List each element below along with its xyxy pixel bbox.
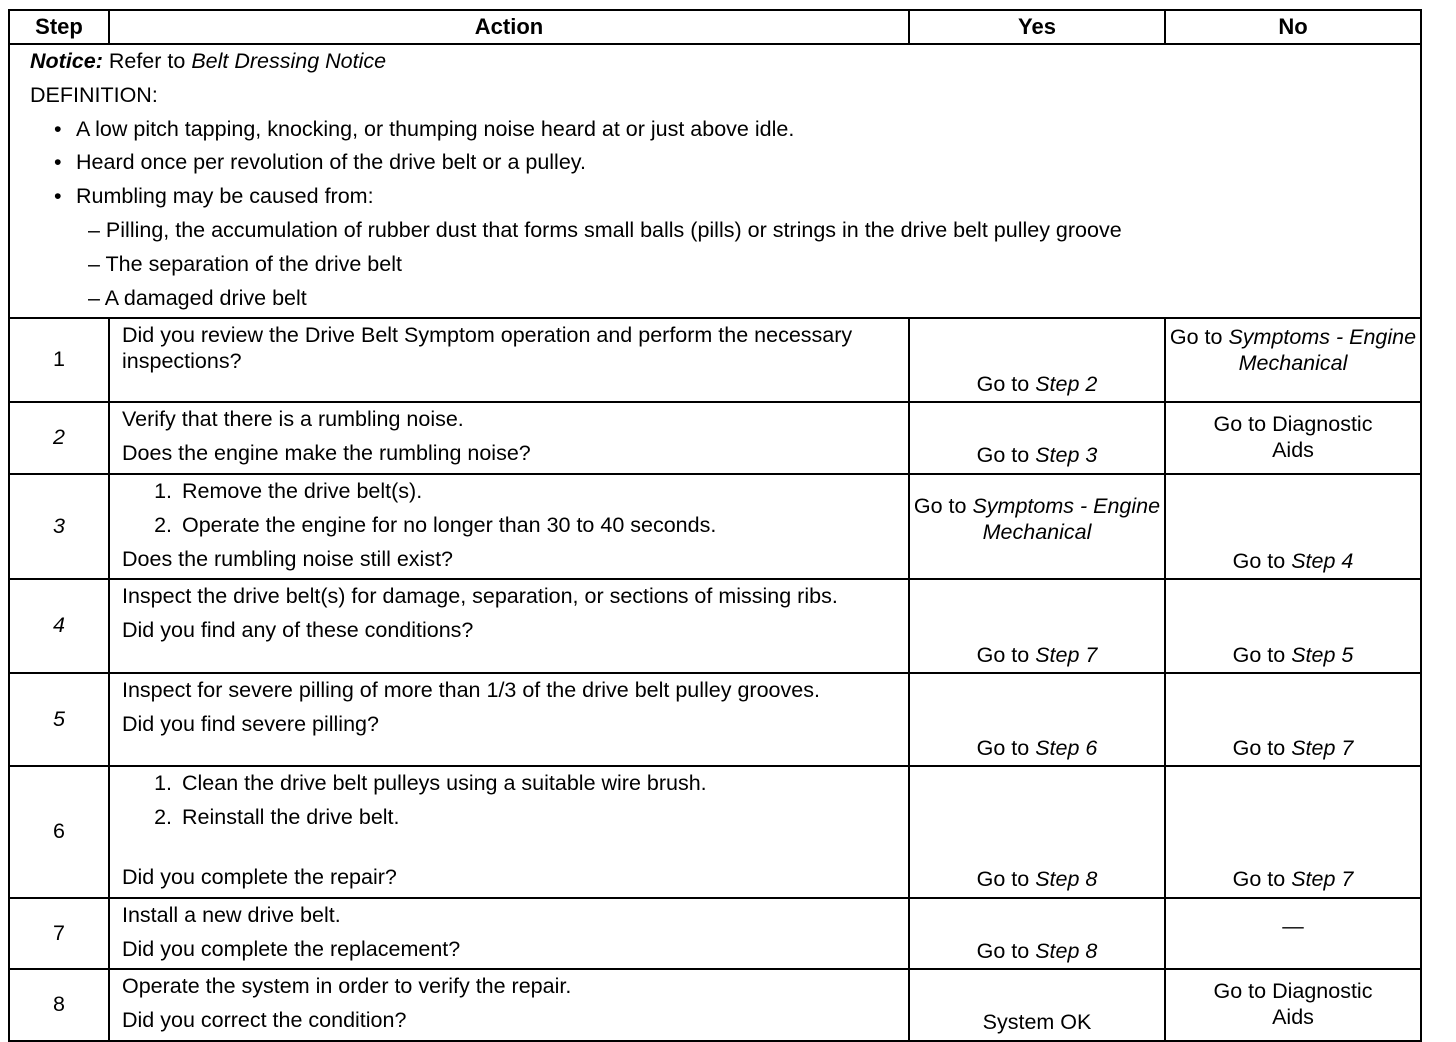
header-yes: Yes <box>909 10 1165 44</box>
action-cell: 1. Remove the drive belt(s). 2. Operate the engine for no longer than 30 to 40 seconds. Does the rumbling noise still exist? <box>109 474 909 579</box>
bullet-icon: • <box>54 116 62 141</box>
header-step: Step <box>9 10 109 44</box>
step-row-8 <box>9 969 1421 1041</box>
step-number: 4 <box>9 579 109 673</box>
yes-cell: Go to Step 2 <box>909 318 1165 402</box>
action-cell: Install a new drive belt. Did you complete the replacement? <box>109 898 909 970</box>
action-cell: Verify that there is a rumbling noise. Does the engine make the rumbling noise? <box>109 402 909 474</box>
action-cell: Inspect the drive belt(s) for damage, separation, or sections of missing ribs. Did you find any of these conditions? <box>109 579 909 673</box>
no-cell: Go to Step 5 <box>1165 579 1421 673</box>
notice-cell <box>9 44 1421 318</box>
definition-bullet: • Rumbling may be caused from: <box>54 184 374 209</box>
bullet-icon: • <box>54 184 62 209</box>
yes-cell: System OK <box>909 969 1165 1041</box>
step-number: 3 <box>9 474 109 579</box>
step-number: 6 <box>9 766 109 897</box>
yes-cell: Go to Step 3 <box>909 402 1165 474</box>
yes-cell: Go to Step 6 <box>909 673 1165 766</box>
notice-line <box>30 49 1400 75</box>
no-cell: — <box>1165 898 1421 970</box>
notice-text: Refer to <box>102 49 192 73</box>
action-cell: 1. Clean the drive belt pulleys using a suitable wire brush. 2. Reinstall the drive belt. Did you complete the repair? <box>109 766 909 897</box>
notice-row <box>9 44 1421 318</box>
header-no: No <box>1165 10 1421 44</box>
cause-item: – The separation of the drive belt <box>88 251 402 276</box>
no-cell: Go to Step 4 <box>1165 474 1421 579</box>
cause-item: – A damaged drive belt <box>88 285 307 310</box>
notice-ref: Belt Dressing Notice <box>191 49 387 73</box>
step-row-1 <box>9 318 1421 402</box>
step-number: 2 <box>9 402 109 474</box>
step-row-3 <box>9 474 1421 579</box>
step-row-7 <box>9 898 1421 970</box>
no-cell: Go to Step 7 <box>1165 673 1421 766</box>
header-row <box>9 10 1421 44</box>
diagnostic-table <box>8 9 1422 1042</box>
step-row-5 <box>9 673 1421 766</box>
definition-list <box>30 117 1400 210</box>
step-number: 1 <box>9 318 109 402</box>
no-cell: Go to Symptoms - Engine Mechanical <box>1165 318 1421 402</box>
action-cell: Operate the system in order to verify the repair. Did you correct the condition? <box>109 969 909 1041</box>
bullet-icon: • <box>54 150 62 175</box>
yes-cell: Go to Step 7 <box>909 579 1165 673</box>
action-cell: Did you review the Drive Belt Symptom operation and perform the necessary inspections? <box>109 318 909 402</box>
yes-cell: Go to Step 8 <box>909 898 1165 970</box>
yes-cell: Go to Step 8 <box>909 766 1165 897</box>
notice-label: Notice: <box>30 49 103 73</box>
no-cell: Go to Diagnostic Aids <box>1165 402 1421 474</box>
definition-bullet: • A low pitch tapping, knocking, or thumping noise heard at or just above idle. <box>54 116 795 141</box>
header-action: Action <box>109 10 909 44</box>
step-number: 5 <box>9 673 109 766</box>
no-cell: Go to Step 7 <box>1165 766 1421 897</box>
step-number: 7 <box>9 898 109 970</box>
no-cell: Go to Diagnostic Aids <box>1165 969 1421 1041</box>
step-row-4 <box>9 579 1421 673</box>
step-row-6 <box>9 766 1421 897</box>
cause-item: – Pilling, the accumulation of rubber dust that forms small balls (pills) or strings in the drive belt pulley groove <box>88 217 1122 242</box>
definition-heading: DEFINITION: <box>30 82 158 107</box>
step-number: 8 <box>9 969 109 1041</box>
step-row-2 <box>9 402 1421 474</box>
action-cell: Inspect for severe pilling of more than 1/3 of the drive belt pulley grooves. Did you find severe pilling? <box>109 673 909 766</box>
yes-cell: Go to Symptoms - Engine Mechanical <box>909 474 1165 579</box>
definition-bullet: • Heard once per revolution of the drive belt or a pulley. <box>54 150 586 175</box>
